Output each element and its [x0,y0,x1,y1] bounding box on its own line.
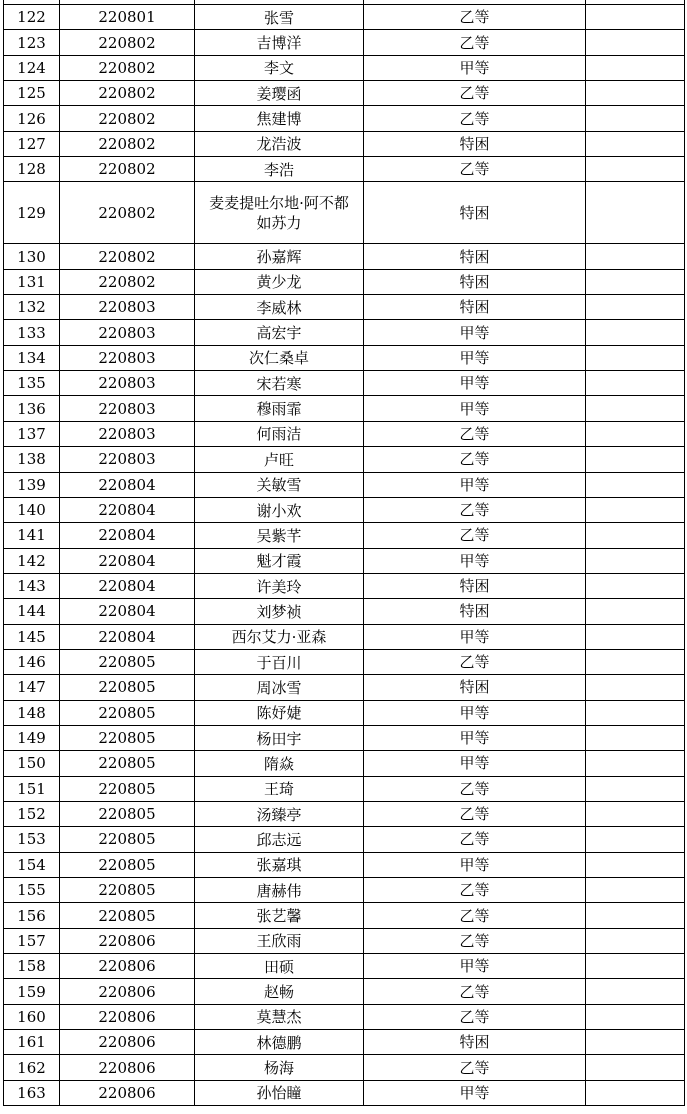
table-row [4,624,685,649]
table-row [4,573,685,598]
cell-row-number: 133 [4,320,60,345]
cell-row-number: 162 [4,1055,60,1080]
cell-empty [586,371,685,396]
cell-class-code: 220806 [60,928,195,953]
cell-grade-level: 甲等 [364,548,586,573]
student-name-text: 张雪 [263,8,294,27]
cell-grade-level: 乙等 [364,5,586,30]
cell-grade-level: 乙等 [364,1004,586,1029]
cell-row-number: 122 [4,5,60,30]
table-row [4,903,685,928]
cell-grade-level: 乙等 [364,30,586,55]
cell-grade-level: 甲等 [364,371,586,396]
table-row [4,649,685,674]
student-name-text: 王欣雨 [256,932,302,951]
cell-grade-level: 乙等 [364,903,586,928]
cell-class-code: 220803 [60,371,195,396]
table-row [4,55,685,80]
student-name-text: 吴紫芊 [256,526,302,545]
cell-class-code: 220805 [60,700,195,725]
cell-empty [586,548,685,573]
cell-row-number: 161 [4,1030,60,1055]
cell-row-number: 159 [4,979,60,1004]
cell-grade-level: 乙等 [364,523,586,548]
cell-empty [586,624,685,649]
cell-class-code: 220805 [60,649,195,674]
cell-class-code: 220802 [60,157,195,182]
table-row [4,157,685,182]
cell-row-number: 137 [4,421,60,446]
cell-grade-level: 甲等 [364,1080,586,1105]
cell-class-code: 220806 [60,979,195,1004]
cell-row-number: 126 [4,106,60,131]
cell-student-name [195,700,364,725]
table-row [4,447,685,472]
cell-empty [586,979,685,1004]
cell-empty [586,30,685,55]
cell-row-number: 138 [4,447,60,472]
cell-empty [586,320,685,345]
cell-class-code: 220802 [60,106,195,131]
cell-student-name [195,548,364,573]
student-name-text: 刘梦祯 [256,602,302,621]
cell-row-number: 151 [4,776,60,801]
cell-empty [586,675,685,700]
cell-student-name [195,523,364,548]
cell-student-name [195,852,364,877]
student-name-text: 隋焱 [263,754,294,773]
cell-class-code: 220806 [60,954,195,979]
cell-empty [586,421,685,446]
cell-class-code: 220804 [60,523,195,548]
cell-class-code: 220805 [60,751,195,776]
cell-empty [586,295,685,320]
table-row [4,371,685,396]
cell-student-name [195,751,364,776]
student-name-text: 邱志远 [256,830,302,849]
cell-row-number: 134 [4,345,60,370]
cell-row-number: 148 [4,700,60,725]
table-row [4,700,685,725]
cell-grade-level: 甲等 [364,852,586,877]
cell-student-name [195,1004,364,1029]
cell-student-name [195,320,364,345]
cell-student-name [195,1055,364,1080]
cell-grade-level: 甲等 [364,320,586,345]
cell-empty [586,182,685,244]
cell-class-code: 220805 [60,801,195,826]
cell-student-name [195,182,364,244]
cell-empty [586,157,685,182]
student-name-text: 于百川 [256,653,302,672]
cell-row-number: 135 [4,371,60,396]
cell-row-number: 156 [4,903,60,928]
cell-row-number: 127 [4,131,60,156]
table-row [4,295,685,320]
cell-class-code: 220804 [60,599,195,624]
student-name-text: 西尔艾力·亚森 [231,628,327,647]
student-name-text: 李威林 [256,298,302,317]
cell-empty [586,131,685,156]
student-name-text: 高宏宇 [256,324,302,343]
cell-row-number: 123 [4,30,60,55]
cell-grade-level: 乙等 [364,827,586,852]
cell-student-name [195,345,364,370]
student-name-text: 吉博洋 [256,34,302,53]
cell-row-number: 141 [4,523,60,548]
cell-grade-level: 甲等 [364,624,586,649]
cell-student-name [195,928,364,953]
cell-class-code: 220803 [60,345,195,370]
student-name-text: 魁才霞 [256,552,302,571]
cell-empty [586,776,685,801]
cell-class-code: 220804 [60,497,195,522]
table-row [4,852,685,877]
cell-row-number: 152 [4,801,60,826]
cell-empty [586,1055,685,1080]
student-grant-table [3,4,685,1106]
cell-student-name [195,244,364,269]
cell-row-number: 158 [4,954,60,979]
student-name-text: 张嘉琪 [256,856,302,875]
cell-student-name [195,131,364,156]
cell-student-name [195,421,364,446]
cell-class-code: 220806 [60,1004,195,1029]
cell-class-code: 220802 [60,244,195,269]
cell-empty [586,523,685,548]
cell-row-number: 150 [4,751,60,776]
cell-student-name [195,675,364,700]
table-row [4,675,685,700]
cell-row-number: 160 [4,1004,60,1029]
table-row [4,548,685,573]
cell-class-code: 220802 [60,81,195,106]
student-name-text: 焦建博 [256,110,302,129]
cell-empty [586,827,685,852]
cell-class-code: 220805 [60,675,195,700]
cell-row-number: 143 [4,573,60,598]
table-row [4,269,685,294]
table-row [4,523,685,548]
cell-class-code: 220803 [60,396,195,421]
cell-grade-level: 甲等 [364,472,586,497]
table-row [4,244,685,269]
cell-empty [586,1030,685,1055]
cell-student-name [195,649,364,674]
cell-empty [586,269,685,294]
cell-student-name [195,497,364,522]
cell-grade-level: 乙等 [364,776,586,801]
cell-empty [586,903,685,928]
cell-class-code: 220804 [60,472,195,497]
cell-empty [586,472,685,497]
cell-row-number: 130 [4,244,60,269]
cell-row-number: 132 [4,295,60,320]
student-name-text: 杨田宇 [256,729,302,748]
cell-row-number: 125 [4,81,60,106]
cell-grade-level: 特困 [364,295,586,320]
student-name-text: 王琦 [263,780,294,799]
cell-class-code: 220803 [60,421,195,446]
cell-row-number: 131 [4,269,60,294]
cell-row-number: 146 [4,649,60,674]
table-row [4,106,685,131]
cell-empty [586,700,685,725]
cell-class-code: 220803 [60,320,195,345]
cell-row-number: 129 [4,182,60,244]
cell-class-code: 220805 [60,827,195,852]
cell-class-code: 220805 [60,903,195,928]
table-row [4,131,685,156]
cell-grade-level: 乙等 [364,928,586,953]
cell-grade-level: 特困 [364,675,586,700]
cell-class-code: 220805 [60,852,195,877]
cell-class-code: 220805 [60,878,195,903]
cell-grade-level: 甲等 [364,954,586,979]
student-name-text: 林德鹏 [256,1033,302,1052]
cell-student-name [195,624,364,649]
cell-class-code: 220806 [60,1030,195,1055]
cell-class-code: 220805 [60,776,195,801]
cell-student-name [195,269,364,294]
cell-empty [586,244,685,269]
table-row [4,776,685,801]
cell-student-name [195,878,364,903]
table-row [4,497,685,522]
student-name-text: 李文 [263,59,294,78]
student-name-text: 宋若寒 [256,374,302,393]
cell-student-name [195,295,364,320]
cell-class-code: 220804 [60,548,195,573]
cell-grade-level: 乙等 [364,979,586,1004]
cell-class-code: 220802 [60,182,195,244]
cell-student-name [195,106,364,131]
student-name-text: 麦麦提吐尔地·阿不都如苏力 [209,193,349,232]
cell-grade-level: 乙等 [364,497,586,522]
cell-class-code: 220802 [60,30,195,55]
table-row [4,1030,685,1055]
student-name-text: 陈妤婕 [256,704,302,723]
table-row [4,182,685,244]
cell-row-number: 144 [4,599,60,624]
cell-student-name [195,447,364,472]
cell-row-number: 140 [4,497,60,522]
cell-row-number: 155 [4,878,60,903]
cell-empty [586,345,685,370]
cell-empty [586,649,685,674]
cell-grade-level: 乙等 [364,878,586,903]
table-row [4,421,685,446]
cell-grade-level: 乙等 [364,421,586,446]
cell-grade-level: 乙等 [364,649,586,674]
student-name-text: 周冰雪 [256,678,302,697]
cell-empty [586,396,685,421]
cell-row-number: 163 [4,1080,60,1105]
cell-row-number: 142 [4,548,60,573]
student-name-text: 汤臻亭 [256,805,302,824]
student-name-text: 谢小欢 [256,501,302,520]
student-name-text: 关敏雪 [256,476,302,495]
cell-student-name [195,55,364,80]
cell-grade-level: 特困 [364,131,586,156]
table-row [4,599,685,624]
cell-empty [586,801,685,826]
student-name-text: 莫慧杰 [256,1008,302,1027]
table-row [4,878,685,903]
table-row [4,5,685,30]
student-name-text: 龙浩波 [256,135,302,154]
table-row [4,1055,685,1080]
table-row [4,472,685,497]
cell-empty [586,852,685,877]
cell-grade-level: 乙等 [364,447,586,472]
cell-empty [586,447,685,472]
table-row [4,954,685,979]
cell-grade-level: 特困 [364,599,586,624]
cell-grade-level: 特困 [364,573,586,598]
cell-empty [586,55,685,80]
cell-grade-level: 甲等 [364,345,586,370]
cell-row-number: 128 [4,157,60,182]
cell-row-number: 153 [4,827,60,852]
cell-class-code: 220805 [60,725,195,750]
cell-student-name [195,157,364,182]
student-name-text: 何雨洁 [256,425,302,444]
student-name-text: 李浩 [263,160,294,179]
cell-empty [586,573,685,598]
cell-empty [586,599,685,624]
student-name-text: 姜璎函 [256,84,302,103]
student-name-text: 孙嘉辉 [256,248,302,267]
cell-student-name [195,801,364,826]
table-row [4,1080,685,1105]
student-name-text: 孙怡瞳 [256,1084,302,1103]
table-row [4,827,685,852]
student-name-text: 许美玲 [256,577,302,596]
cell-row-number: 149 [4,725,60,750]
cell-grade-level: 甲等 [364,700,586,725]
cell-grade-level: 乙等 [364,1055,586,1080]
table-row [4,320,685,345]
cell-grade-level: 乙等 [364,801,586,826]
cell-student-name [195,1080,364,1105]
cell-student-name [195,599,364,624]
cell-row-number: 139 [4,472,60,497]
table-row [4,979,685,1004]
table-row [4,30,685,55]
cell-empty [586,1080,685,1105]
cell-grade-level: 乙等 [364,106,586,131]
cell-class-code: 220802 [60,55,195,80]
cell-class-code: 220803 [60,295,195,320]
cell-empty [586,106,685,131]
cell-student-name [195,725,364,750]
student-name-text: 卢旺 [263,450,294,469]
student-name-text: 张艺馨 [256,907,302,926]
table-row [4,396,685,421]
cell-empty [586,81,685,106]
table-row [4,751,685,776]
cell-empty [586,954,685,979]
cell-grade-level: 甲等 [364,725,586,750]
student-name-text: 赵畅 [263,983,294,1002]
cell-empty [586,5,685,30]
cell-row-number: 154 [4,852,60,877]
cell-class-code: 220803 [60,447,195,472]
cell-grade-level: 特困 [364,244,586,269]
table-row [4,1004,685,1029]
cell-student-name [195,371,364,396]
table-row [4,81,685,106]
cell-class-code: 220806 [60,1080,195,1105]
cell-row-number: 147 [4,675,60,700]
cell-student-name [195,5,364,30]
cell-student-name [195,472,364,497]
cell-empty [586,928,685,953]
table-row [4,801,685,826]
cell-class-code: 220802 [60,131,195,156]
cell-empty [586,878,685,903]
cell-empty [586,751,685,776]
cell-grade-level: 特困 [364,1030,586,1055]
cell-grade-level: 甲等 [364,396,586,421]
cell-class-code: 220801 [60,5,195,30]
cell-class-code: 220804 [60,573,195,598]
student-name-text: 唐赫伟 [256,881,302,900]
cell-empty [586,725,685,750]
student-name-text: 穆雨霏 [256,400,302,419]
cell-student-name [195,81,364,106]
cell-class-code: 220802 [60,269,195,294]
cell-row-number: 136 [4,396,60,421]
cell-student-name [195,396,364,421]
cell-grade-level: 特困 [364,269,586,294]
cell-row-number: 145 [4,624,60,649]
table-row [4,928,685,953]
cell-row-number: 124 [4,55,60,80]
cell-student-name [195,30,364,55]
cell-grade-level: 乙等 [364,81,586,106]
student-name-text: 杨海 [263,1059,294,1078]
cell-student-name [195,903,364,928]
cell-student-name [195,573,364,598]
cell-empty [586,1004,685,1029]
cell-grade-level: 特困 [364,182,586,244]
cell-grade-level: 甲等 [364,751,586,776]
table-row [4,725,685,750]
cell-student-name [195,954,364,979]
cell-student-name [195,979,364,1004]
student-name-text: 黄少龙 [256,273,302,292]
cell-grade-level: 甲等 [364,55,586,80]
cell-student-name [195,1030,364,1055]
table-row [4,345,685,370]
cell-student-name [195,776,364,801]
cell-row-number: 157 [4,928,60,953]
student-name-text: 田硕 [263,957,294,976]
cell-class-code: 220804 [60,624,195,649]
cell-empty [586,497,685,522]
cell-student-name [195,827,364,852]
cell-grade-level: 乙等 [364,157,586,182]
cell-class-code: 220806 [60,1055,195,1080]
student-name-text: 次仁桑卓 [248,349,309,368]
